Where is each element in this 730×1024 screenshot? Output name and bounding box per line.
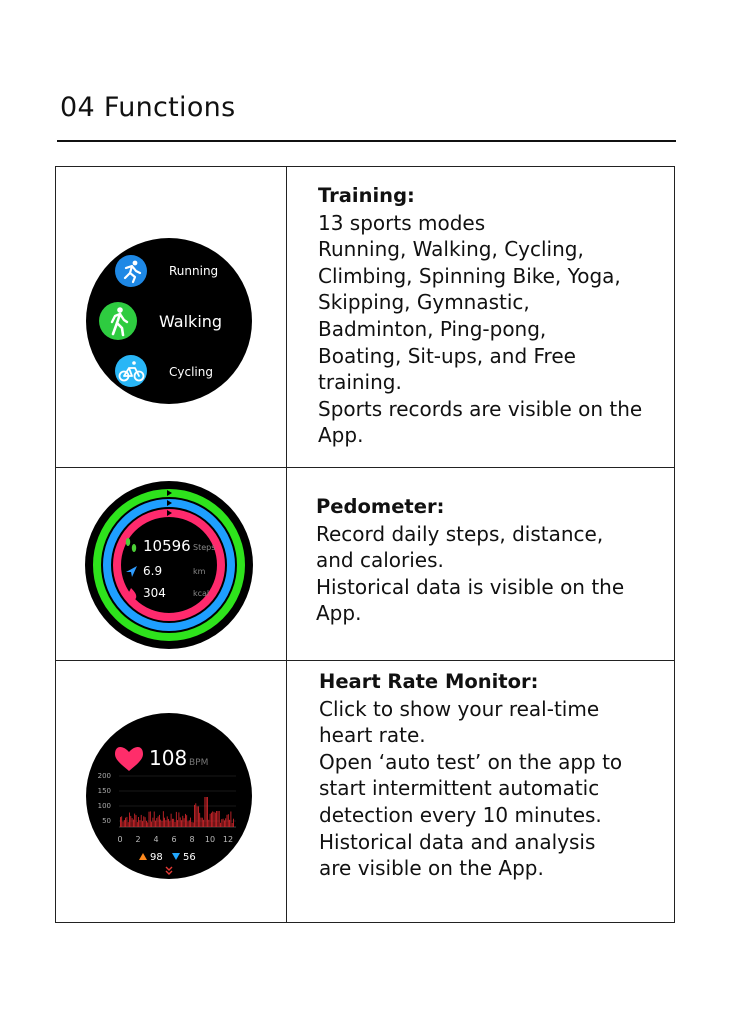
heart-rate-watch-image (56, 661, 286, 923)
heart-rate-bar (123, 822, 124, 827)
heart-rate-bar (227, 815, 228, 827)
heart-rate-bar (181, 820, 182, 827)
heart-rate-bar (197, 806, 198, 827)
heart-rate-bar (147, 822, 148, 827)
training-watch-image (56, 167, 286, 467)
pedometer-line: Record daily steps, distance, (316, 521, 604, 546)
heart-rate-bar (184, 818, 185, 827)
heart-rate-line: heart rate. (319, 723, 426, 748)
heart-rate-bar (224, 820, 225, 827)
x-tick: 6 (171, 835, 177, 844)
pedometer-heading: Pedometer: (316, 495, 445, 518)
heart-rate-bar (203, 820, 204, 827)
heart-rate-watch-face (56, 661, 286, 923)
heart-rate-bar (136, 815, 137, 827)
x-tick: 10 (204, 835, 216, 844)
heart-rate-bar (140, 820, 141, 827)
calories-unit: kcal (193, 589, 210, 598)
heart-rate-bar (207, 797, 208, 827)
heart-rate-bar (149, 812, 150, 827)
title-divider (57, 140, 676, 142)
heart-rate-bar (205, 797, 206, 827)
heart-rate-bar (201, 818, 202, 827)
heart-rate-bar (185, 814, 186, 827)
heart-rate-bar (129, 813, 130, 828)
bpm-unit: BPM (189, 758, 209, 768)
heart-rate-bar (229, 820, 230, 827)
heart-rate-line: Historical data and analysis (319, 829, 596, 854)
distance-value: 6.9 (143, 564, 163, 578)
heart-rate-bar (142, 821, 143, 827)
heart-rate-line: are visible on the App. (319, 856, 544, 881)
heart-rate-bar (158, 816, 159, 827)
training-line: Running, Walking, Cycling, (318, 237, 584, 262)
heart-rate-bar (159, 815, 160, 827)
x-tick: 0 (117, 835, 123, 844)
heart-rate-line: start intermittent automatic (319, 776, 600, 801)
heart-rate-bar (228, 814, 229, 827)
training-row (56, 167, 674, 468)
training-text (318, 183, 668, 449)
column-divider (286, 167, 287, 467)
y-tick: 50 (102, 817, 111, 825)
heart-rate-bar (163, 811, 164, 827)
pedometer-text (316, 494, 666, 627)
heart-rate-bar (223, 819, 224, 827)
heart-rate-bar (176, 812, 177, 827)
heart-rate-bar (186, 815, 187, 827)
heart-rate-bar (124, 820, 125, 827)
heart-rate-bar (179, 812, 180, 827)
heart-rate-heading: Heart Rate Monitor: (319, 670, 539, 693)
distance-unit: km (193, 567, 206, 576)
heart-rate-bar (143, 816, 144, 827)
heart-rate-bar (216, 811, 217, 827)
heart-rate-bar (198, 806, 199, 827)
training-line: App. (318, 423, 364, 448)
heart-rate-bar (231, 812, 232, 828)
heart-rate-bar (169, 821, 170, 827)
heart-rate-bar (182, 816, 183, 827)
heart-rate-bar (145, 817, 146, 827)
functions-table (55, 166, 675, 923)
heart-rate-bar (172, 819, 173, 827)
heart-rate-bar (137, 822, 138, 827)
heart-rate-bar (146, 821, 147, 827)
heart-rate-bar (199, 813, 200, 827)
pedometer-watch-face (56, 468, 286, 661)
steps-value: 10596 (143, 537, 191, 555)
training-line: Climbing, Spinning Bike, Yoga, (318, 263, 621, 288)
x-tick: 4 (153, 835, 159, 844)
running-label: Running (169, 264, 219, 278)
pedometer-watch-image (56, 468, 286, 660)
heart-rate-bar (233, 819, 234, 827)
training-watch-face (56, 167, 286, 468)
heart-rate-line: Open ‘auto test’ on the app to (319, 749, 623, 774)
column-divider (286, 661, 287, 923)
heart-rate-bar (175, 822, 176, 827)
heart-rate-bar (219, 811, 220, 827)
heart-rate-bar (127, 817, 128, 827)
heart-rate-bar (210, 814, 211, 827)
heart-rate-bar (155, 821, 156, 827)
heart-rate-bar (180, 817, 181, 827)
heart-rate-bar (215, 813, 216, 827)
heart-rate-bar (208, 820, 209, 827)
heart-rate-bar (130, 816, 131, 827)
heart-rate-bar (221, 819, 222, 827)
heart-rate-bar (133, 820, 134, 827)
heart-rate-bar (160, 820, 161, 827)
heart-rate-bar (120, 817, 121, 827)
heart-rate-line: Click to show your real-time (319, 696, 600, 721)
heart-rate-bar (193, 822, 194, 827)
heart-rate-bar (153, 818, 154, 827)
bpm-value: 108 (149, 746, 188, 770)
heart-rate-bar (212, 811, 213, 827)
heart-rate-bar (167, 816, 168, 827)
heart-rate-line: detection every 10 minutes. (319, 802, 602, 827)
heart-rate-bar (192, 822, 193, 827)
calories-value: 304 (143, 586, 166, 600)
training-line: 13 sports modes (318, 210, 486, 235)
pedometer-line: Historical data is visible on the (316, 574, 625, 599)
cycling-label: Cycling (169, 365, 213, 379)
heart-rate-row (56, 661, 674, 923)
heart-rate-bar (189, 820, 190, 827)
column-divider (286, 468, 287, 660)
heart-rate-bar (190, 818, 191, 827)
heart-rate-bar (134, 814, 135, 827)
heart-rate-bar (220, 823, 221, 827)
heart-rate-bar (132, 818, 133, 827)
heart-rate-bar (138, 817, 139, 827)
heart-rate-bar (177, 820, 178, 827)
heart-rate-bar (225, 818, 226, 827)
x-tick: 2 (135, 835, 141, 844)
pedometer-row (56, 468, 674, 661)
training-line: Boating, Sit-ups, and Free (318, 343, 576, 368)
heart-rate-bar (141, 815, 142, 827)
x-tick: 8 (189, 835, 195, 844)
heart-rate-text (319, 669, 669, 882)
heart-rate-bar (164, 818, 165, 827)
min-value: 56 (183, 852, 196, 863)
steps-unit: Steps (193, 543, 216, 552)
heart-rate-bar (194, 805, 195, 827)
heart-rate-bar (125, 818, 126, 827)
heart-rate-bar (173, 819, 174, 827)
training-line: Skipping, Gymnastic, (318, 290, 530, 315)
x-tick: 12 (222, 835, 234, 844)
heart-rate-bar (156, 818, 157, 827)
heart-rate-bar (168, 819, 169, 827)
training-line: Badminton, Ping-pong, (318, 316, 547, 341)
heart-rate-bar (154, 812, 155, 828)
pedometer-line: App. (316, 601, 362, 626)
heart-rate-bar (214, 812, 215, 827)
heart-rate-bar (162, 821, 163, 827)
y-tick: 200 (97, 772, 111, 780)
heart-rate-bar (211, 813, 212, 827)
heart-rate-bar (195, 803, 196, 827)
heart-rate-bar (188, 821, 189, 827)
training-line: training. (318, 370, 402, 395)
heart-rate-bar (128, 822, 129, 827)
pedometer-line: and calories. (316, 548, 444, 573)
training-heading: Training: (318, 184, 415, 207)
heart-rate-bar (150, 811, 151, 827)
training-line: Sports records are visible on the (318, 396, 643, 421)
heart-rate-bar (171, 814, 172, 827)
page-title: 04 Functions (60, 92, 236, 123)
heart-rate-bar (166, 820, 167, 827)
heart-rate-bar (151, 822, 152, 827)
heart-rate-bar (218, 811, 219, 827)
walking-label: Walking (159, 312, 223, 331)
y-tick: 150 (97, 787, 111, 795)
heart-rate-bar (202, 818, 203, 827)
heart-rate-bar (206, 797, 207, 827)
heart-rate-bar (121, 816, 122, 827)
heart-rate-bar (232, 823, 233, 827)
max-value: 98 (150, 852, 163, 863)
y-tick: 100 (97, 802, 111, 810)
